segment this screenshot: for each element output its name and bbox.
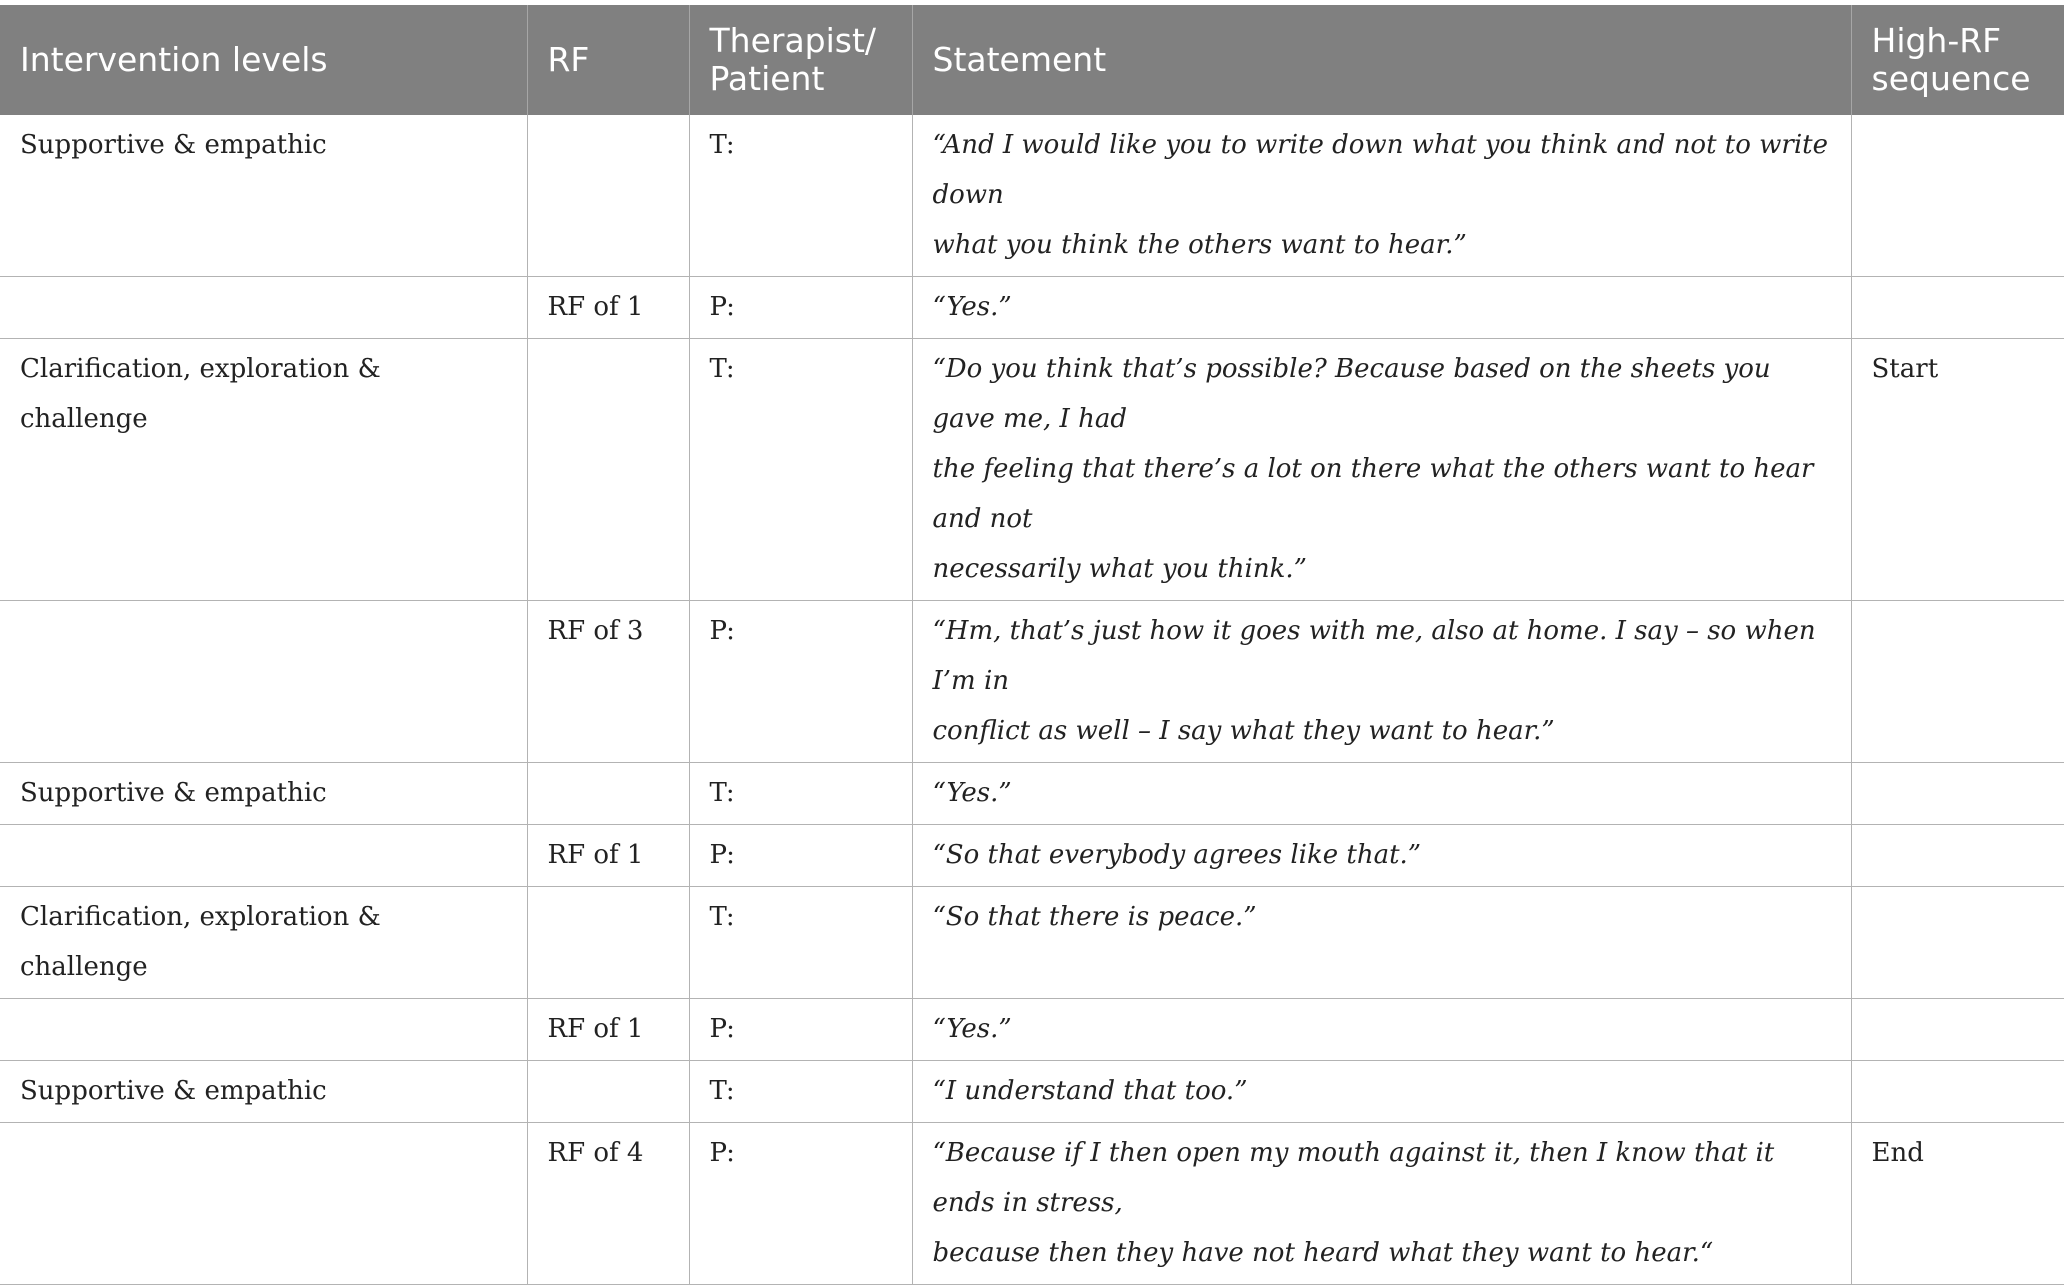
intervention-level-cell bbox=[0, 825, 527, 887]
intervention-level-cell: Supportive & empathic bbox=[0, 1061, 527, 1123]
high-rf-sequence-cell bbox=[1851, 999, 2064, 1061]
high-rf-sequence-cell bbox=[1851, 115, 2064, 277]
statement-line: “Do you think that’s possible? Because based on the sheets you gave me, I had bbox=[932, 354, 1771, 434]
statement-cell bbox=[912, 601, 1851, 763]
statement-line: “Yes.” bbox=[932, 1014, 1012, 1044]
speaker-cell: P: bbox=[689, 1123, 912, 1285]
statement-line: “I understand that too.” bbox=[932, 1076, 1248, 1106]
header-therapist-patient-line1: Therapist/ bbox=[709, 21, 877, 60]
header-therapist-patient bbox=[689, 5, 912, 115]
statement-cell bbox=[912, 339, 1851, 601]
speaker-cell: P: bbox=[689, 277, 912, 339]
intervention-level-cell bbox=[0, 999, 527, 1061]
table-row bbox=[0, 999, 2064, 1061]
statement-cell bbox=[912, 763, 1851, 825]
transcript-table-container bbox=[0, 5, 2064, 1285]
intervention-level-cell bbox=[0, 277, 527, 339]
rf-cell bbox=[527, 339, 689, 601]
statement-line: the feeling that there’s a lot on there what the others want to hear and not bbox=[932, 454, 1814, 534]
header-intervention-levels: Intervention levels bbox=[0, 5, 527, 115]
rf-cell: RF of 1 bbox=[527, 999, 689, 1061]
statement-line: what you think the others want to hear.” bbox=[932, 230, 1467, 260]
statement-line: because then they have not heard what they want to hear.“ bbox=[932, 1238, 1714, 1268]
table-row bbox=[0, 1061, 2064, 1123]
speaker-cell: T: bbox=[689, 1061, 912, 1123]
intervention-level-cell: Supportive & empathic bbox=[0, 115, 527, 277]
statement-cell bbox=[912, 1123, 1851, 1285]
high-rf-sequence-cell: End bbox=[1851, 1123, 2064, 1285]
table-row bbox=[0, 115, 2064, 277]
speaker-cell: T: bbox=[689, 763, 912, 825]
table-row bbox=[0, 825, 2064, 887]
header-therapist-patient-line2: Patient bbox=[709, 59, 825, 98]
table-row bbox=[0, 601, 2064, 763]
header-high-rf-sequence bbox=[1851, 5, 2064, 115]
header-rf: RF bbox=[527, 5, 689, 115]
speaker-cell: T: bbox=[689, 887, 912, 999]
rf-cell bbox=[527, 1061, 689, 1123]
high-rf-sequence-cell bbox=[1851, 825, 2064, 887]
table-row bbox=[0, 277, 2064, 339]
header-high-rf-sequence-line1: High-RF bbox=[1871, 21, 2002, 60]
statement-cell bbox=[912, 1061, 1851, 1123]
header-row bbox=[0, 5, 2064, 115]
high-rf-sequence-cell bbox=[1851, 887, 2064, 999]
statement-line: “Yes.” bbox=[932, 778, 1012, 808]
rf-cell: RF of 1 bbox=[527, 825, 689, 887]
high-rf-sequence-cell bbox=[1851, 763, 2064, 825]
header-statement: Statement bbox=[912, 5, 1851, 115]
high-rf-sequence-cell bbox=[1851, 1061, 2064, 1123]
high-rf-sequence-cell bbox=[1851, 601, 2064, 763]
intervention-level-cell: Clarification, exploration & challenge bbox=[0, 887, 527, 999]
statement-line: “So that there is peace.” bbox=[932, 902, 1257, 932]
statement-cell bbox=[912, 277, 1851, 339]
statement-line: “And I would like you to write down what you think and not to write down bbox=[932, 130, 1829, 210]
rf-cell: RF of 4 bbox=[527, 1123, 689, 1285]
statement-cell bbox=[912, 115, 1851, 277]
rf-cell: RF of 3 bbox=[527, 601, 689, 763]
statement-line: “Because if I then open my mouth against it, then I know that it ends in stress, bbox=[932, 1138, 1775, 1218]
speaker-cell: P: bbox=[689, 601, 912, 763]
rf-cell bbox=[527, 887, 689, 999]
statement-line: “Hm, that’s just how it goes with me, also at home. I say – so when I’m in bbox=[932, 616, 1816, 696]
transcript-table bbox=[0, 5, 2064, 1285]
statement-line: “So that everybody agrees like that.” bbox=[932, 840, 1422, 870]
intervention-level-cell: Supportive & empathic bbox=[0, 763, 527, 825]
table-row bbox=[0, 1123, 2064, 1285]
intervention-level-cell bbox=[0, 1123, 527, 1285]
intervention-level-cell bbox=[0, 601, 527, 763]
speaker-cell: P: bbox=[689, 825, 912, 887]
rf-cell: RF of 1 bbox=[527, 277, 689, 339]
speaker-cell: T: bbox=[689, 115, 912, 277]
table-header bbox=[0, 5, 2064, 115]
statement-cell bbox=[912, 825, 1851, 887]
rf-cell bbox=[527, 763, 689, 825]
header-high-rf-sequence-line2: sequence bbox=[1871, 59, 2031, 98]
high-rf-sequence-cell: Start bbox=[1851, 339, 2064, 601]
table-row bbox=[0, 763, 2064, 825]
statement-line: conflict as well – I say what they want to hear.” bbox=[932, 716, 1555, 746]
table-body bbox=[0, 115, 2064, 1285]
statement-line: necessarily what you think.” bbox=[932, 554, 1307, 584]
speaker-cell: P: bbox=[689, 999, 912, 1061]
statement-cell bbox=[912, 999, 1851, 1061]
statement-cell bbox=[912, 887, 1851, 999]
rf-cell bbox=[527, 115, 689, 277]
table-row bbox=[0, 887, 2064, 999]
high-rf-sequence-cell bbox=[1851, 277, 2064, 339]
statement-line: “Yes.” bbox=[932, 292, 1012, 322]
table-row bbox=[0, 339, 2064, 601]
speaker-cell: T: bbox=[689, 339, 912, 601]
intervention-level-cell: Clarification, exploration & challenge bbox=[0, 339, 527, 601]
